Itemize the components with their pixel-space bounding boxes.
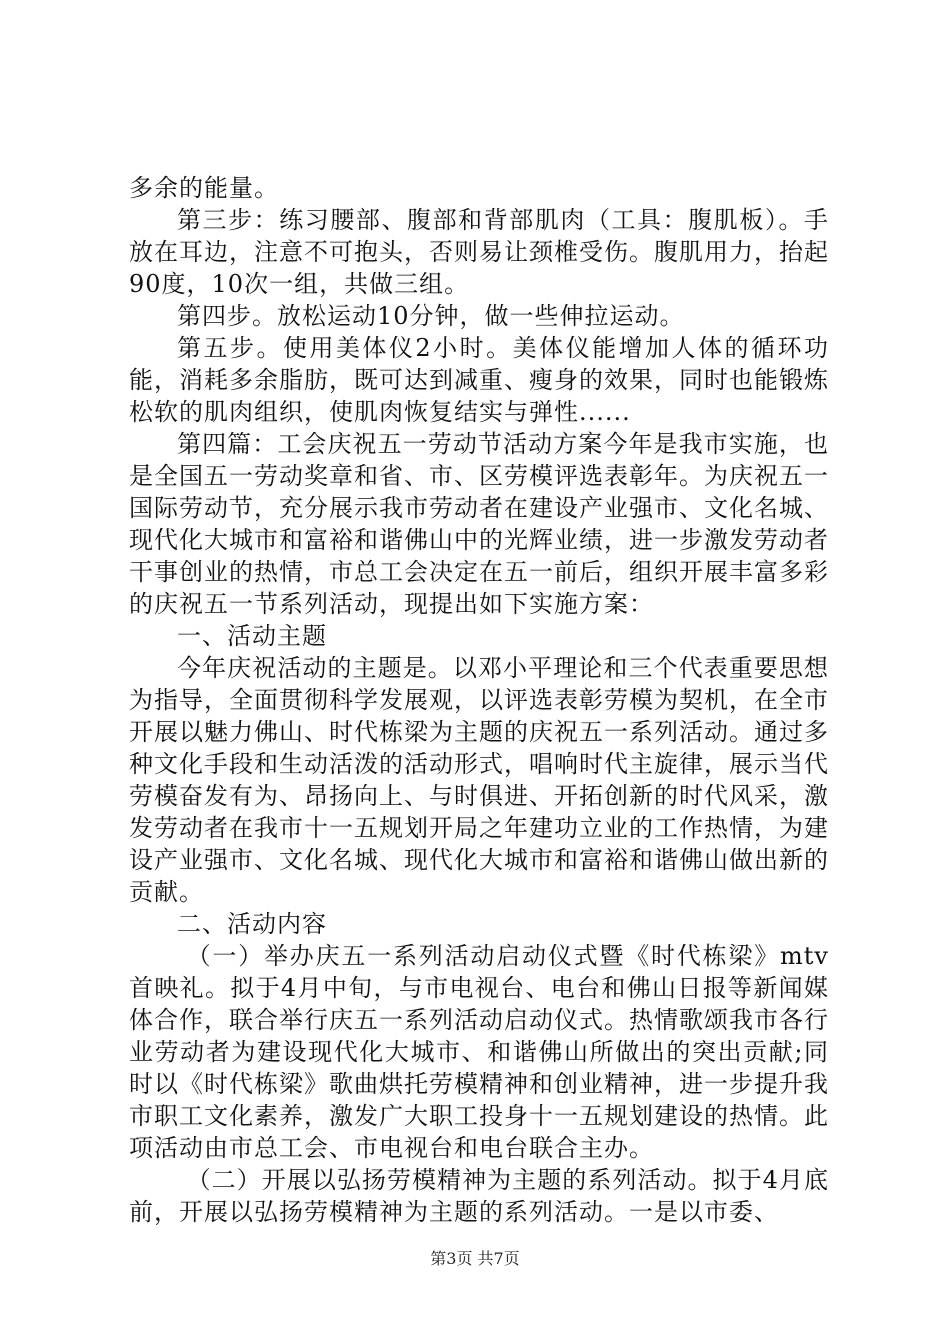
paragraph-6: 今年庆祝活动的主题是。以邓小平理论和三个代表重要思想为指导，全面贯彻科学发展观，以评选表彰劳模为契机，在全市开展以魅力佛山、时代栋梁为主题的庆祝五一系列活动。通过多种文化手段和生动活泼的活动形式，唱响时代主旋律，展示当代劳模奋发有为、昂扬向上、与时俱进、开拓创新的时代风采，激发劳动者在我市十一五规划开局之年建功立业的工作热情，为建设产业强市、文化名城、现代化大城市和富裕和谐佛山做出新的贡献。	[129, 654, 829, 906]
paragraph-3: 第四步。放松运动10分钟，做一些伸拉运动。	[177, 302, 685, 330]
paragraph-5: 第四篇：工会庆祝五一劳动节活动方案今年是我市实施，也是全国五一劳动奖章和省、市、区劳模评选表彰年。为庆祝五一国际劳动节，充分展示我市劳动者在建设产业强市、文化名城、现代化大城市和富裕和谐佛山中的光辉业绩，进一步激发劳动者干事创业的热情，市总工会决定在五一前后，组织开展丰富多彩的庆祝五一节系列活动，现提出如下实施方案：	[129, 430, 829, 618]
paragraph-7: （一）举办庆五一系列活动启动仪式暨《时代栋梁》mtv首映礼。拟于4月中旬，与市电视台、电台和佛山日报等新闻媒体合作，联合举行庆五一系列活动启动仪式。热情歌颂我市各行业劳动者为建设现代化大城市、和谐佛山所做出的突出贡献;同时以《时代栋梁》歌曲烘托劳模精神和创业精神，进一步提升我市职工文化素养，激发广大职工投身十一五规划建设的热情。此项活动由市总工会、市电视台和电台联合主办。	[129, 942, 829, 1162]
page-footer: 第3页 共7页	[430, 1249, 520, 1268]
section-heading-1: 一、活动主题	[177, 622, 327, 650]
paragraph-4: 第五步。使用美体仪2小时。美体仪能增加人体的循环功能，消耗多余脂肪，既可达到减重、瘦身的效果，同时也能锻炼松软的肌肉组织，使肌肉恢复结实与弹性......	[129, 334, 829, 426]
section-heading-2: 二、活动内容	[177, 910, 327, 938]
document-body	[129, 172, 829, 1228]
paragraph-8: （二）开展以弘扬劳模精神为主题的系列活动。拟于4月底前，开展以弘扬劳模精神为主题的系列活动。一是以市委、	[129, 1166, 829, 1226]
paragraph-1: 多余的能量。	[129, 174, 279, 202]
paragraph-2: 第三步：练习腰部、腹部和背部肌肉（工具：腹肌板）。手放在耳边，注意不可抱头，否则易让颈椎受伤。腹肌用力，抬起90度，10次一组，共做三组。	[129, 206, 829, 298]
